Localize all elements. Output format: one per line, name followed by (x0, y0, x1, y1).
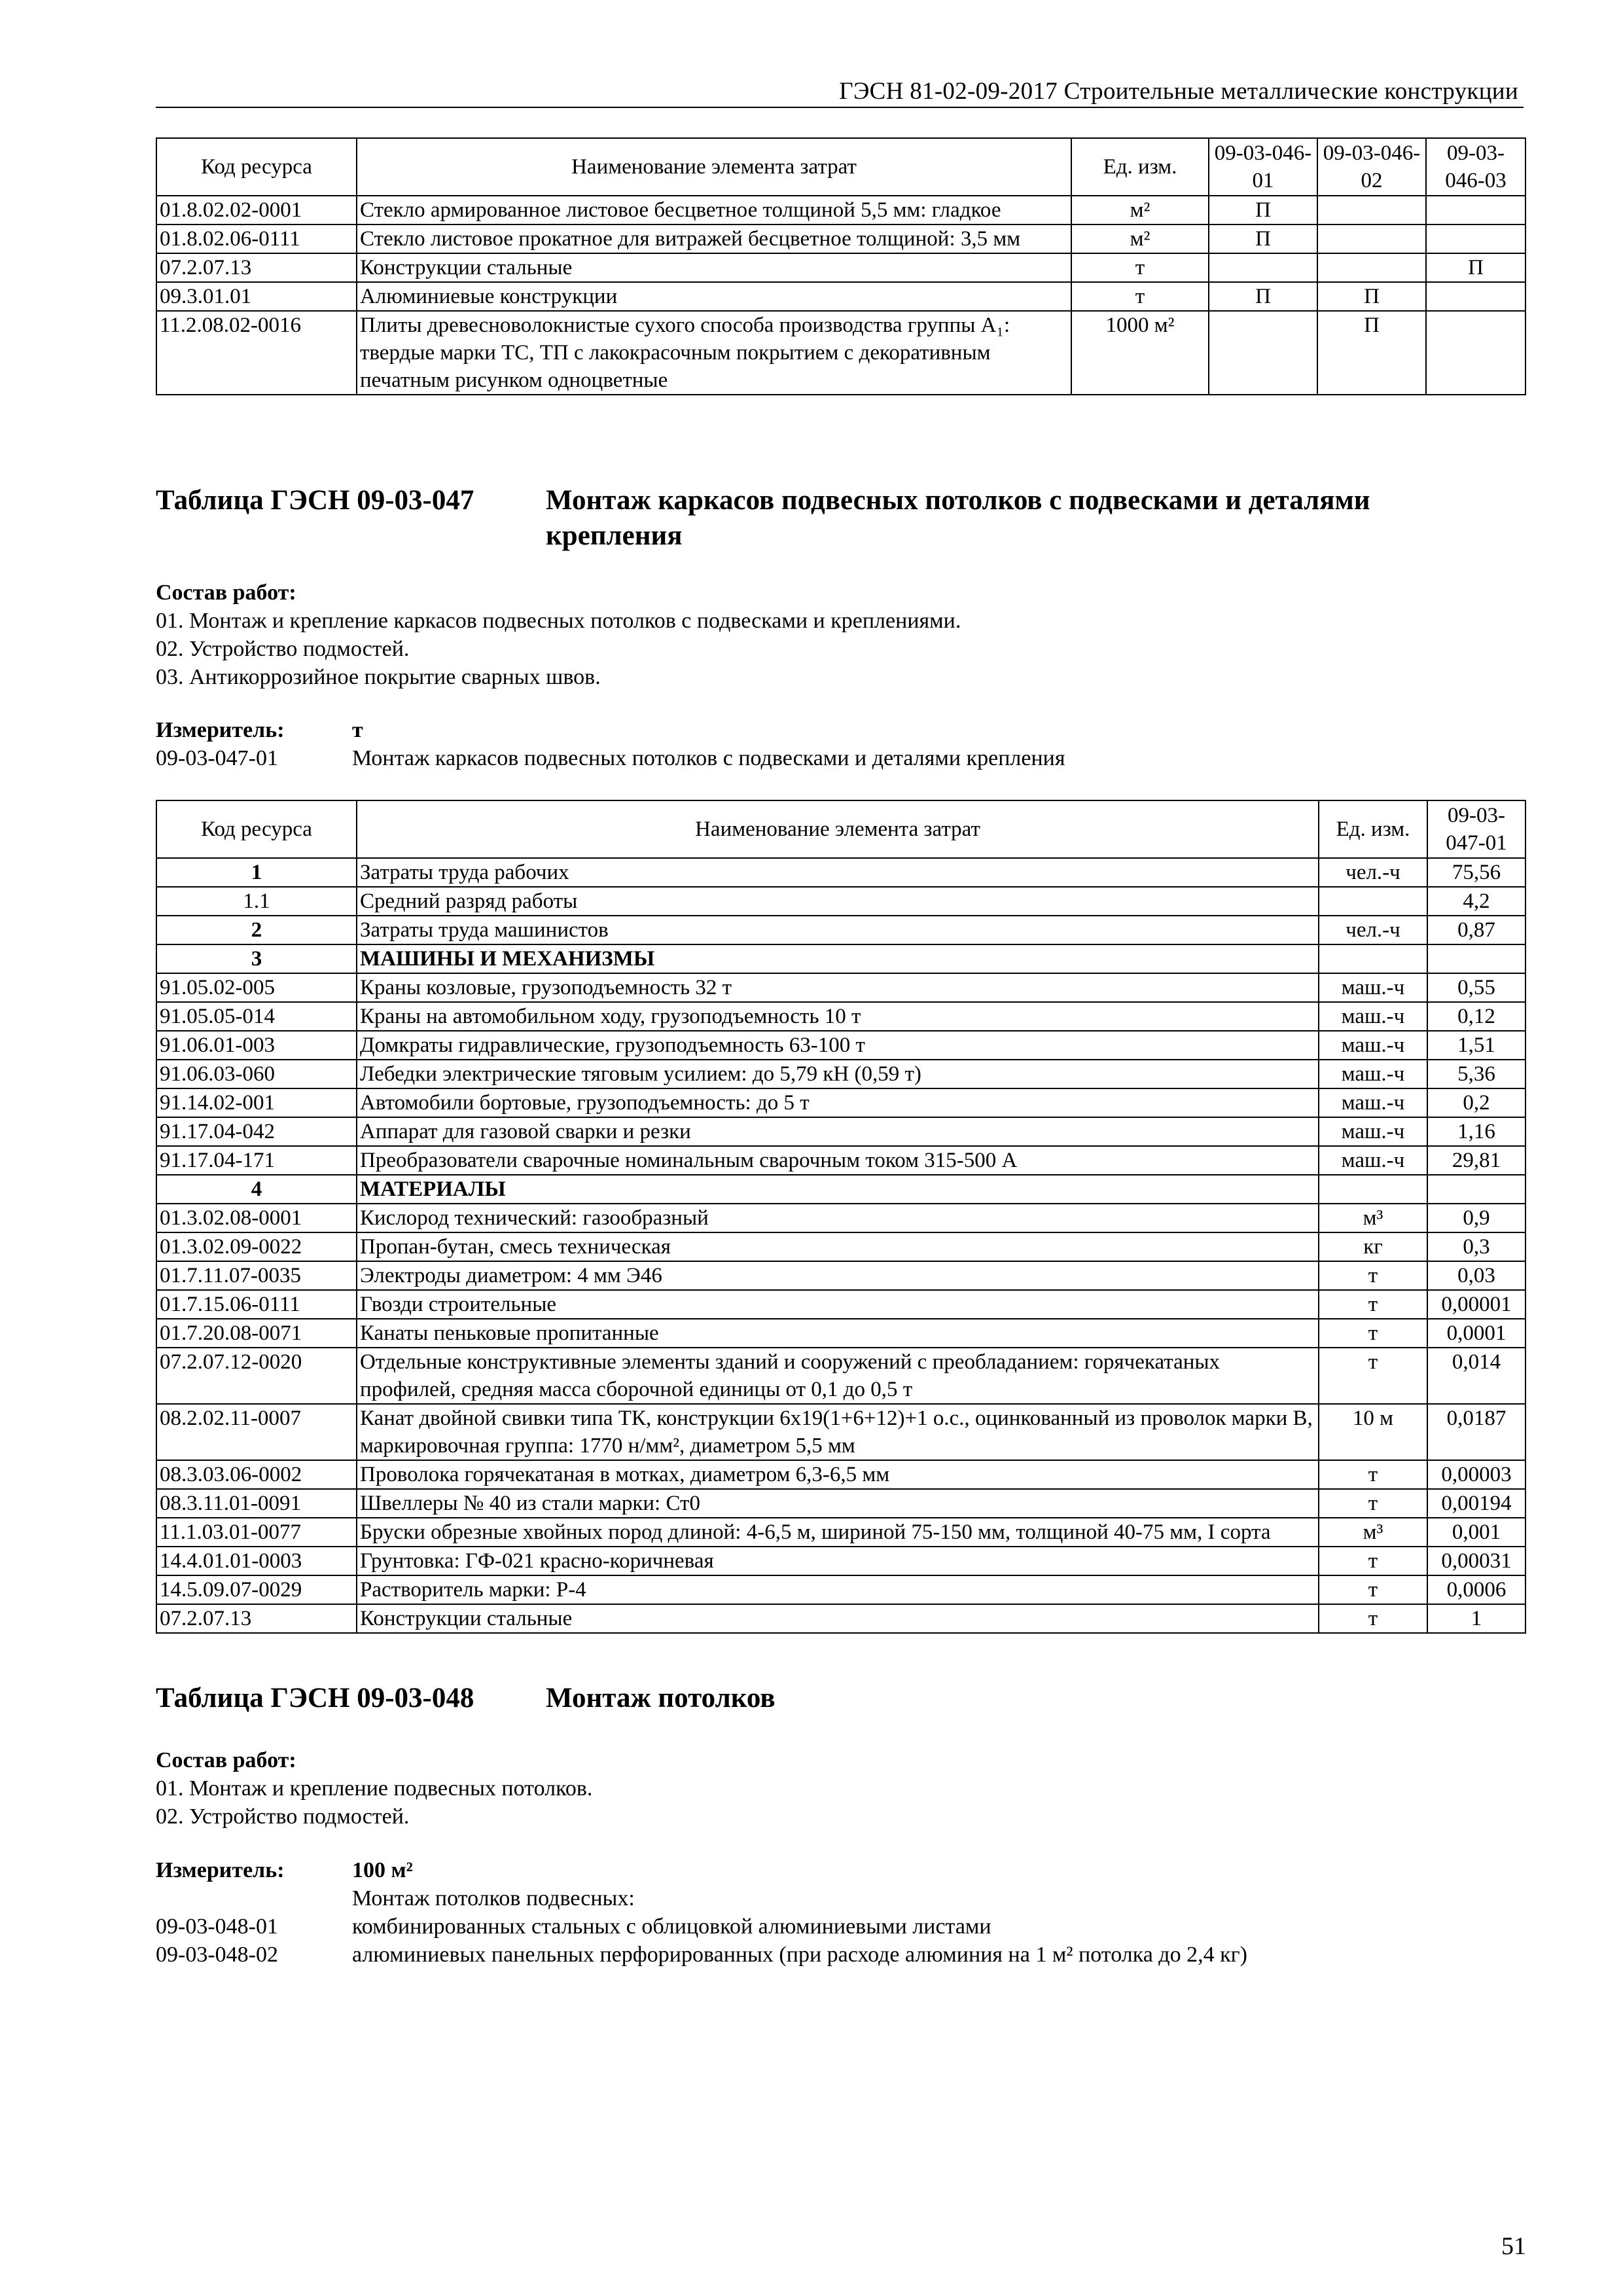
table-row (156, 1319, 1525, 1348)
resource-code-cell: 08.2.02.11-0007 (156, 1404, 357, 1460)
norm-text: комбинированных стальных с облицовкой алюминиевыми листами (352, 1914, 991, 1939)
table-row (156, 1348, 1525, 1404)
value-cell-047-01: 0,3 (1427, 1232, 1525, 1261)
norm-text: Монтаж каркасов подвесных потолков с подвесками и деталями крепления (352, 746, 1065, 770)
resource-name-cell: Краны козловые, грузоподъемность 32 т (357, 973, 1319, 1002)
resource-name-cell: Затраты труда машинистов (357, 916, 1319, 944)
resource-name-cell: Гвозди строительные (357, 1290, 1319, 1319)
unit-cell: т (1319, 1575, 1427, 1604)
unit-cell: м² (1071, 196, 1209, 224)
value-cell-046-03 (1426, 311, 1525, 395)
resource-name-cell: МАТЕРИАЛЫ (357, 1175, 1319, 1204)
unit-cell: т (1319, 1604, 1427, 1633)
works-label: Состав работ: (156, 1748, 296, 1772)
works-block-047 (156, 579, 1524, 691)
resource-name-cell: Отдельные конструктивные элементы зданий и сооружений с преобладанием: горячекатаных профилей, средняя масса сборочной единицы от 0,1 до 0,5 т (357, 1348, 1319, 1404)
value-cell-047-01 (1427, 944, 1525, 973)
resource-code-cell: 91.05.02-005 (156, 973, 357, 1002)
unit-cell: маш.-ч (1319, 1088, 1427, 1117)
unit-cell: т (1319, 1460, 1427, 1489)
value-cell-047-01: 0,03 (1427, 1261, 1525, 1290)
resource-name-cell: Стекло листовое прокатное для витражей бесцветное толщиной: 3,5 мм (357, 224, 1071, 253)
value-cell-046-03 (1426, 224, 1525, 253)
col-header-046-01: 09-03-046-01 (1209, 138, 1317, 196)
table-row (156, 973, 1525, 1002)
resource-code-cell: 07.2.07.13 (156, 1604, 357, 1633)
value-cell-047-01: 0,0187 (1427, 1404, 1525, 1460)
meter-block-047 (156, 716, 1524, 772)
resource-code-cell: 01.3.02.08-0001 (156, 1204, 357, 1232)
work-item: 01. Монтаж и крепление подвесных потолков. (156, 1776, 593, 1801)
meter-row (156, 716, 1524, 744)
meter-block-048 (156, 1856, 1524, 1969)
table-row (156, 1002, 1525, 1031)
table-header-row (156, 800, 1525, 858)
norm-item-row (156, 1912, 1524, 1941)
work-item: 02. Устройство подмостей. (156, 637, 410, 661)
value-cell-046-03 (1426, 196, 1525, 224)
section-title-048 (156, 1681, 1524, 1717)
value-cell-046-01: П (1209, 282, 1317, 311)
value-cell-047-01: 0,9 (1427, 1204, 1525, 1232)
value-cell-047-01 (1427, 1175, 1525, 1204)
resource-name-cell: Автомобили бортовые, грузоподъемность: до 5 т (357, 1088, 1319, 1117)
value-cell-047-01: 1,51 (1427, 1031, 1525, 1060)
table-row (156, 944, 1525, 973)
resource-name-cell: МАШИНЫ И МЕХАНИЗМЫ (357, 944, 1319, 973)
table-row (156, 1204, 1525, 1232)
value-cell-047-01: 0,12 (1427, 1002, 1525, 1031)
resource-name-cell: Швеллеры № 40 из стали марки: Ст0 (357, 1489, 1319, 1518)
resource-name-cell: Электроды диаметром: 4 мм Э46 (357, 1261, 1319, 1290)
unit-cell: чел.-ч (1319, 858, 1427, 887)
table-row (156, 1060, 1525, 1088)
norm-item-row (156, 744, 1524, 772)
resource-code-cell: 1 (156, 858, 357, 887)
value-cell-047-01: 0,2 (1427, 1088, 1525, 1117)
norm-code: 09-03-047-01 (156, 746, 278, 770)
section-number-047: Таблица ГЭСН 09-03-047 (156, 485, 474, 516)
resource-table-047 (156, 800, 1526, 1634)
unit-cell: маш.-ч (1319, 1117, 1427, 1146)
col-header-unit: Ед. изм. (1071, 138, 1209, 196)
resource-code-cell: 01.7.11.07-0035 (156, 1261, 357, 1290)
col-header-046-03: 09-03-046-03 (1426, 138, 1525, 196)
resource-code-cell: 1.1 (156, 887, 357, 916)
value-cell-047-01: 0,00001 (1427, 1290, 1525, 1319)
table-row (156, 858, 1525, 887)
value-cell-046-03: П (1426, 253, 1525, 282)
table-row (156, 253, 1525, 282)
value-cell-046-01: П (1209, 224, 1317, 253)
norm-text: алюминиевых панельных перфорированных (при расходе алюминия на 1 м² потолка до 2,4 кг) (352, 1943, 1247, 1967)
section-name-048: Монтаж потолков (546, 1683, 776, 1713)
resource-name-cell: Плиты древесноволокнистые сухого способа производства группы А₁: твердые марки ТС, ТП с лакокрасочным покрытием с декоративным печатным рисунком одноцветные (357, 311, 1071, 395)
resource-name-cell: Алюминиевые конструкции (357, 282, 1071, 311)
value-cell-046-02 (1317, 253, 1426, 282)
resource-code-cell: 91.06.03-060 (156, 1060, 357, 1088)
resource-name-cell: Средний разряд работы (357, 887, 1319, 916)
table-row (156, 1604, 1525, 1633)
value-cell-047-01: 0,00031 (1427, 1547, 1525, 1575)
value-cell-046-02 (1317, 224, 1426, 253)
value-cell-047-01: 0,001 (1427, 1518, 1525, 1547)
table-row (156, 282, 1525, 311)
unit-cell: т (1319, 1290, 1427, 1319)
value-cell-047-01: 4,2 (1427, 887, 1525, 916)
resource-name-cell: Затраты труда рабочих (357, 858, 1319, 887)
resource-code-cell: 14.5.09.07-0029 (156, 1575, 357, 1604)
unit-cell: м² (1071, 224, 1209, 253)
table-row (156, 1575, 1525, 1604)
resource-name-cell: Конструкции стальные (357, 1604, 1319, 1633)
running-header: ГЭСН 81-02-09-2017 Строительные металлические конструкции (839, 78, 1518, 105)
resource-name-cell: Стекло армированное листовое бесцветное толщиной 5,5 мм: гладкое (357, 196, 1071, 224)
unit-cell: т (1319, 1489, 1427, 1518)
resource-name-cell: Грунтовка: ГФ-021 красно-коричневая (357, 1547, 1319, 1575)
value-cell-046-01: П (1209, 196, 1317, 224)
resource-name-cell: Кислород технический: газообразный (357, 1204, 1319, 1232)
unit-cell: т (1319, 1547, 1427, 1575)
table-row (156, 1290, 1525, 1319)
resource-code-cell: 01.3.02.09-0022 (156, 1232, 357, 1261)
value-cell-047-01: 29,81 (1427, 1146, 1525, 1175)
table-row (156, 1404, 1525, 1460)
table-row (156, 1460, 1525, 1489)
table-row (156, 1547, 1525, 1575)
unit-cell (1319, 944, 1427, 973)
table-row (156, 1518, 1525, 1547)
resource-name-cell: Проволока горячекатаная в мотках, диаметром 6,3-6,5 мм (357, 1460, 1319, 1489)
resource-code-cell: 4 (156, 1175, 357, 1204)
resource-code-cell: 11.1.03.01-0077 (156, 1518, 357, 1547)
table-row (156, 1146, 1525, 1175)
meter-label: Измеритель: (156, 1858, 285, 1882)
col-header-code: Код ресурса (156, 138, 357, 196)
table-row (156, 311, 1525, 395)
table-row (156, 1175, 1525, 1204)
norm-subtitle: Монтаж потолков подвесных: (352, 1886, 635, 1910)
resource-code-cell: 01.7.20.08-0071 (156, 1319, 357, 1348)
section-number-048: Таблица ГЭСН 09-03-048 (156, 1683, 474, 1713)
resource-code-cell: 2 (156, 916, 357, 944)
unit-cell: т (1319, 1348, 1427, 1404)
value-cell-046-02: П (1317, 282, 1426, 311)
unit-cell: маш.-ч (1319, 973, 1427, 1002)
unit-cell: т (1071, 253, 1209, 282)
resource-code-cell: 91.05.05-014 (156, 1002, 357, 1031)
page-number: 51 (1501, 2233, 1526, 2260)
value-cell-047-01: 0,014 (1427, 1348, 1525, 1404)
value-cell-046-01 (1209, 253, 1317, 282)
resource-name-cell: Бруски обрезные хвойных пород длиной: 4-6,5 м, шириной 75-150 мм, толщиной 40-75 мм, I сорта (357, 1518, 1319, 1547)
header-divider (156, 107, 1524, 108)
resource-name-cell: Аппарат для газовой сварки и резки (357, 1117, 1319, 1146)
resource-code-cell: 01.8.02.02-0001 (156, 196, 357, 224)
value-cell-047-01: 1 (1427, 1604, 1525, 1633)
col-header-name: Наименование элемента затрат (357, 800, 1319, 858)
table-row (156, 1117, 1525, 1146)
norm-code: 09-03-048-02 (156, 1943, 278, 1967)
unit-cell: маш.-ч (1319, 1146, 1427, 1175)
value-cell-046-03 (1426, 282, 1525, 311)
unit-cell: маш.-ч (1319, 1060, 1427, 1088)
unit-cell: 1000 м² (1071, 311, 1209, 395)
resource-table-046 (156, 137, 1526, 395)
meter-value: 100 м² (352, 1858, 413, 1882)
unit-cell: кг (1319, 1232, 1427, 1261)
col-header-unit: Ед. изм. (1319, 800, 1427, 858)
value-cell-047-01: 0,0001 (1427, 1319, 1525, 1348)
unit-cell: маш.-ч (1319, 1031, 1427, 1060)
resource-name-cell: Пропан-бутан, смесь техническая (357, 1232, 1319, 1261)
value-cell-047-01: 0,87 (1427, 916, 1525, 944)
col-header-code: Код ресурса (156, 800, 357, 858)
table-row (156, 1261, 1525, 1290)
meter-label: Измеритель: (156, 718, 285, 742)
resource-code-cell: 08.3.11.01-0091 (156, 1489, 357, 1518)
unit-cell: маш.-ч (1319, 1002, 1427, 1031)
col-header-047-01: 09-03-047-01 (1427, 800, 1525, 858)
resource-name-cell: Краны на автомобильном ходу, грузоподъемность 10 т (357, 1002, 1319, 1031)
table-row (156, 1232, 1525, 1261)
value-cell-047-01: 0,00003 (1427, 1460, 1525, 1489)
section-name-047: Монтаж каркасов подвесных потолков с подвесками и деталями крепления (546, 485, 1370, 551)
resource-name-cell: Преобразователи сварочные номинальным сварочным током 315-500 А (357, 1146, 1319, 1175)
value-cell-047-01: 1,16 (1427, 1117, 1525, 1146)
unit-cell: 10 м (1319, 1404, 1427, 1460)
table-row (156, 224, 1525, 253)
resource-code-cell: 11.2.08.02-0016 (156, 311, 357, 395)
resource-name-cell: Домкраты гидравлические, грузоподъемность 63-100 т (357, 1031, 1319, 1060)
resource-name-cell: Конструкции стальные (357, 253, 1071, 282)
work-item: 03. Антикоррозийное покрытие сварных швов. (156, 665, 601, 689)
unit-cell: м³ (1319, 1204, 1427, 1232)
meter-row (156, 1856, 1524, 1884)
resource-code-cell: 91.17.04-042 (156, 1117, 357, 1146)
resource-code-cell: 3 (156, 944, 357, 973)
unit-cell (1319, 887, 1427, 916)
work-item: 01. Монтаж и крепление каркасов подвесных потолков с подвесками и креплениями. (156, 609, 961, 633)
work-item: 02. Устройство подмостей. (156, 1804, 410, 1829)
resource-name-cell: Канаты пеньковые пропитанные (357, 1319, 1319, 1348)
resource-code-cell: 01.8.02.06-0111 (156, 224, 357, 253)
unit-cell: т (1319, 1319, 1427, 1348)
section-title-047 (156, 483, 1524, 555)
table-row (156, 1088, 1525, 1117)
resource-code-cell: 91.14.02-001 (156, 1088, 357, 1117)
resource-code-cell: 91.17.04-171 (156, 1146, 357, 1175)
value-cell-046-02: П (1317, 311, 1426, 395)
resource-name-cell: Лебедки электрические тяговым усилием: до 5,79 кН (0,59 т) (357, 1060, 1319, 1088)
value-cell-047-01: 0,00194 (1427, 1489, 1525, 1518)
resource-code-cell: 01.7.15.06-0111 (156, 1290, 357, 1319)
unit-cell: т (1319, 1261, 1427, 1290)
unit-cell: т (1071, 282, 1209, 311)
table-row (156, 196, 1525, 224)
table-row (156, 887, 1525, 916)
works-label: Состав работ: (156, 581, 296, 605)
table-row (156, 916, 1525, 944)
resource-code-cell: 07.2.07.13 (156, 253, 357, 282)
resource-code-cell: 09.3.01.01 (156, 282, 357, 311)
norm-code: 09-03-048-01 (156, 1914, 278, 1939)
norm-item-row (156, 1941, 1524, 1969)
norm-subtitle-row (156, 1884, 1524, 1912)
resource-code-cell: 07.2.07.12-0020 (156, 1348, 357, 1404)
value-cell-046-02 (1317, 196, 1426, 224)
value-cell-046-01 (1209, 311, 1317, 395)
resource-code-cell: 08.3.03.06-0002 (156, 1460, 357, 1489)
meter-value: т (352, 718, 363, 742)
resource-code-cell: 14.4.01.01-0003 (156, 1547, 357, 1575)
resource-name-cell: Канат двойной свивки типа ТК, конструкции 6х19(1+6+12)+1 о.с., оцинкованный из проволок марки В, маркировочная группа: 1770 н/мм², диаметром 5,5 мм (357, 1404, 1319, 1460)
resource-code-cell: 91.06.01-003 (156, 1031, 357, 1060)
table-row (156, 1489, 1525, 1518)
resource-name-cell: Растворитель марки: Р-4 (357, 1575, 1319, 1604)
value-cell-047-01: 75,56 (1427, 858, 1525, 887)
value-cell-047-01: 0,0006 (1427, 1575, 1525, 1604)
col-header-046-02: 09-03-046-02 (1317, 138, 1426, 196)
value-cell-047-01: 5,36 (1427, 1060, 1525, 1088)
value-cell-047-01: 0,55 (1427, 973, 1525, 1002)
unit-cell: чел.-ч (1319, 916, 1427, 944)
col-header-name: Наименование элемента затрат (357, 138, 1071, 196)
table-row (156, 1031, 1525, 1060)
works-block-048 (156, 1746, 1524, 1831)
unit-cell (1319, 1175, 1427, 1204)
table-header-row (156, 138, 1525, 196)
unit-cell: м³ (1319, 1518, 1427, 1547)
